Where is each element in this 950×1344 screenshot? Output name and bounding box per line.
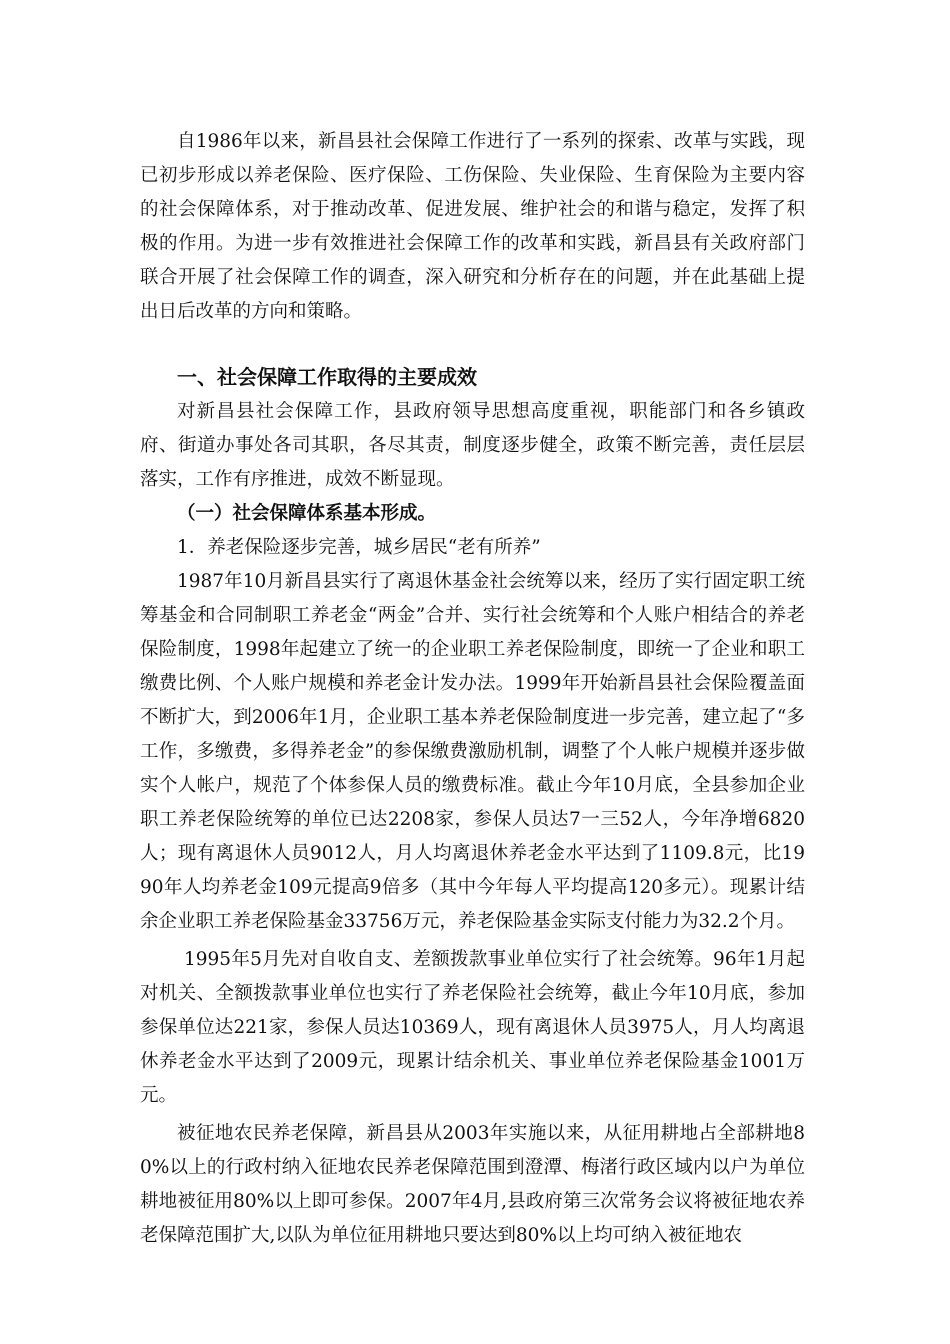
land-farmer-paragraph: 被征地农民养老保障，新昌县从2003年实施以来，从征用耕地占全部耕地80%以上的行政村纳入征地农民养老保障范围到澄潭、梅渚行政区域内以户为单位耕地被征用80%以上即可参保。2007年4月,县政府第三次常务会议将被征地农养老保障范围扩大,以队为单位征用耕地只要达到80%以上均可纳入被征地农: [140, 1123, 805, 1246]
section-paragraph: 对新昌县社会保障工作，县政府领导思想高度重视，职能部门和各乡镇政府、街道办事处各司其职，各尽其责，制度逐步健全，政策不断完善，责任层层落实，工作有序推进，成效不断显现。: [140, 401, 805, 490]
item-heading: 1．养老保险逐步完善，城乡居民“老有所养”: [177, 537, 541, 558]
subsection-heading: （一）社会保障体系基本形成。: [177, 503, 437, 524]
intro-paragraph: 自1986年以来，新昌县社会保障工作进行了一系列的探索、改革与实践，现已初步形成以养老保险、医疗保险、工伤保险、失业保险、生育保险为主要内容的社会保障体系，对于推动改革、促进发展、维护社会的和谐与稳定，发挥了积极的作用。为进一步有效推进社会保障工作的改革和实践，新昌县有关政府部门联合开展了社会保障工作的调查，深入研究和分析存在的问题，并在此基础上提出日后改革的方向和策略。: [140, 131, 805, 322]
institution-pension-paragraph: 1995年5月先对自收自支、差额拨款事业单位实行了社会统筹。96年1月起对机关、全额拨款事业单位也实行了养老保险社会统筹，截止今年10月底，参加参保单位达221家，参保人员达10369人，现有离退休人员3975人，月人均离退休养老金水平达到了2009元，现累计结余机关、事业单位养老保险基金1001万元。: [140, 949, 805, 1106]
pension-paragraph: 1987年10月新昌县实行了离退休基金社会统筹以来，经历了实行固定职工统筹基金和合同制职工养老金“两金”合并、实行社会统筹和个人账户相结合的养老保险制度，1998年起建立了统一的企业职工养老保险制度，即统一了企业和职工缴费比例、个人账户规模和养老金计发办法。1999年开始新昌县社会保险覆盖面不断扩大，到2006年1月，企业职工基本养老保险制度进一步完善，建立起了“多工作，多缴费，多得养老金”的参保缴费激励机制，调整了个人帐户规模并逐步做实个人帐户，规范了个体参保人员的缴费标准。截止今年10月底，全县参加企业职工养老保险统筹的单位已达2208家，参保人员达7一三52人，今年净增6820人；现有离退休人员9012人，月人均离退休养老金水平达到了1109.8元，比1990年人均养老金109元提高9倍多（其中今年每人平均提高120多元）。现累计结余企业职工养老保险基金33756万元，养老保险基金实际支付能力为32.2个月。: [140, 571, 805, 932]
document-body: [140, 125, 805, 1253]
spacer: [140, 329, 805, 359]
section-heading: 一、社会保障工作取得的主要成效: [177, 365, 477, 389]
